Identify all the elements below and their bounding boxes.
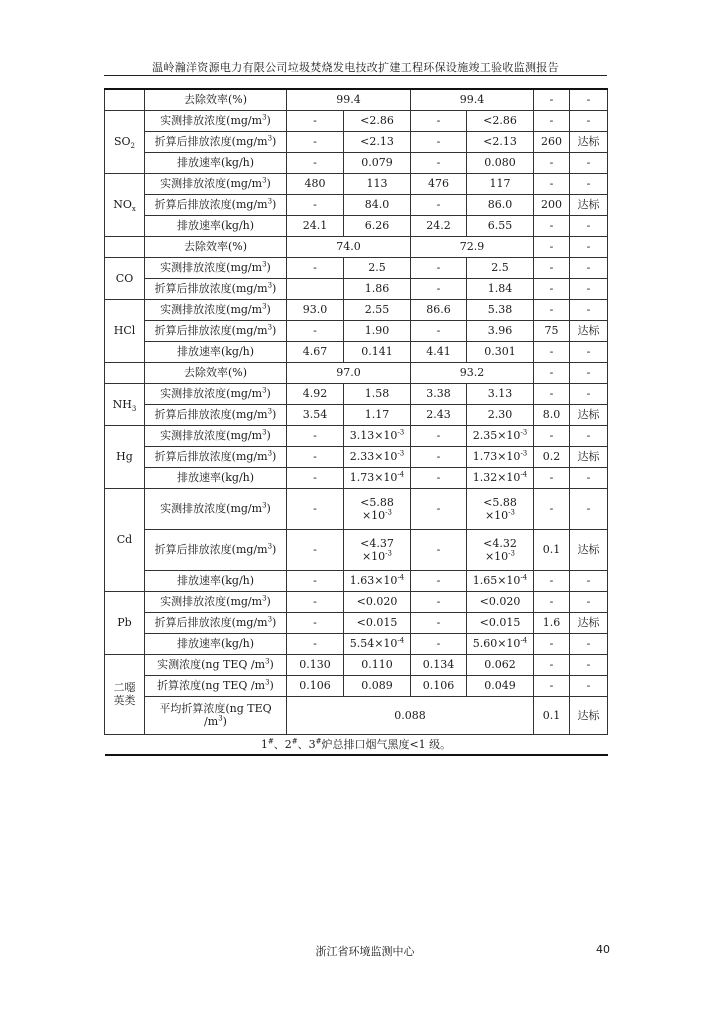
evaluation-cell: -: [570, 110, 608, 131]
table-row: [105, 488, 608, 529]
value-cell: -: [287, 320, 344, 341]
value-cell: $2.33\times 10^{-3}$: [344, 446, 411, 467]
value-cell: 3.38: [411, 383, 467, 404]
standard-cell: -: [534, 383, 570, 404]
standard-cell: -: [534, 570, 570, 591]
value-cell: 6.26: [344, 215, 411, 236]
table-row: [105, 320, 608, 341]
pollutant-cell: [105, 362, 145, 383]
value-cell: 2.5: [467, 257, 534, 278]
table-row: [105, 425, 608, 446]
value-cell: -: [411, 446, 467, 467]
value-cell: 5.38: [467, 299, 534, 320]
value-cell: 2.55: [344, 299, 411, 320]
standard-cell: 75: [534, 320, 570, 341]
evaluation-cell: -: [570, 236, 608, 257]
value-cell: 0.130: [287, 654, 344, 675]
pollutant-cell: Hg: [105, 425, 145, 488]
standard-cell: -: [534, 89, 570, 110]
standard-cell: -: [534, 425, 570, 446]
value-cell: $5.60\times 10^{-4}$: [467, 633, 534, 654]
evaluation-cell: -: [570, 570, 608, 591]
value-cell: <0.020: [344, 591, 411, 612]
evaluation-cell: -: [570, 215, 608, 236]
evaluation-cell: 达标: [570, 446, 608, 467]
value-cell: <4.32 $\times 10^{-3}$: [467, 529, 534, 570]
evaluation-cell: -: [570, 257, 608, 278]
value-cell: 97.0: [287, 362, 411, 383]
value-cell: -: [411, 152, 467, 173]
value-cell: 1.86: [344, 278, 411, 299]
param-cell: 实测排放浓度$(mg/m^3)$: [145, 173, 287, 194]
table-row: [105, 383, 608, 404]
value-cell: 3.54: [287, 404, 344, 425]
pollutant-cell: $SO_2$: [105, 110, 145, 173]
value-cell: -: [411, 425, 467, 446]
standard-cell: -: [534, 110, 570, 131]
value-cell: -: [287, 612, 344, 633]
pollutant-cell: $NO_x$: [105, 173, 145, 236]
table-row: [105, 612, 608, 633]
standard-cell: -: [534, 299, 570, 320]
evaluation-cell: -: [570, 299, 608, 320]
standard-cell: -: [534, 173, 570, 194]
evaluation-cell: -: [570, 341, 608, 362]
table-row: [105, 734, 608, 755]
table-row: [105, 696, 608, 734]
standard-cell: 8.0: [534, 404, 570, 425]
value-cell: [287, 278, 344, 299]
param-cell: 实测排放浓度$(mg/m^3)$: [145, 425, 287, 446]
value-cell: 480: [287, 173, 344, 194]
evaluation-cell: 达标: [570, 529, 608, 570]
value-cell: -: [287, 467, 344, 488]
value-cell: 1.58: [344, 383, 411, 404]
value-cell: -: [287, 529, 344, 570]
value-cell: 1.90: [344, 320, 411, 341]
value-cell: 0.080: [467, 152, 534, 173]
value-cell: 3.13: [467, 383, 534, 404]
param-cell: 折算后排放浓度$(mg/m^3)$: [145, 194, 287, 215]
pollutant-cell: [105, 89, 145, 110]
param-cell: 实测排放浓度$(mg/m^3)$: [145, 299, 287, 320]
value-cell: 93.2: [411, 362, 534, 383]
value-cell: $1.73\times 10^{-4}$: [344, 467, 411, 488]
header-rule: [104, 75, 607, 77]
pollutant-cell: CO: [105, 257, 145, 299]
value-cell: -: [287, 591, 344, 612]
table-row: [105, 591, 608, 612]
param-cell: 排放速率(kg/h): [145, 633, 287, 654]
param-cell: 折算后排放浓度$(mg/m^3)$: [145, 131, 287, 152]
table-footnote: 1#、2#、3#炉总排口烟气黑度<1 级。: [105, 734, 608, 755]
value-cell: <2.86: [467, 110, 534, 131]
value-cell: $3.13\times 10^{-3}$: [344, 425, 411, 446]
value-cell: 72.9: [411, 236, 534, 257]
value-cell: -: [411, 320, 467, 341]
standard-cell: 0.1: [534, 696, 570, 734]
standard-cell: -: [534, 675, 570, 696]
table-row: [105, 633, 608, 654]
footer-organization: 浙江省环境监测中心: [315, 945, 415, 958]
evaluation-cell: -: [570, 425, 608, 446]
value-cell: -: [287, 488, 344, 529]
standard-cell: -: [534, 215, 570, 236]
value-cell: 6.55: [467, 215, 534, 236]
value-cell: -: [411, 529, 467, 570]
param-cell: 实测排放浓度$(mg/m^3)$: [145, 110, 287, 131]
monitoring-results-table: [104, 88, 608, 756]
value-cell: 4.67: [287, 341, 344, 362]
value-cell: <2.13: [467, 131, 534, 152]
standard-cell: -: [534, 488, 570, 529]
evaluation-cell: 达标: [570, 320, 608, 341]
evaluation-cell: -: [570, 488, 608, 529]
value-cell: -: [287, 570, 344, 591]
table-row: [105, 570, 608, 591]
value-cell: <0.020: [467, 591, 534, 612]
value-cell: <4.37 $\times 10^{-3}$: [344, 529, 411, 570]
value-cell: -: [411, 278, 467, 299]
param-cell: 折算后排放浓度$(mg/m^3)$: [145, 529, 287, 570]
value-cell: 0.062: [467, 654, 534, 675]
evaluation-cell: -: [570, 467, 608, 488]
standard-cell: 0.1: [534, 529, 570, 570]
param-cell: 折算后排放浓度$(mg/m^3)$: [145, 612, 287, 633]
standard-cell: -: [534, 362, 570, 383]
value-cell: 1.17: [344, 404, 411, 425]
value-cell: 0.301: [467, 341, 534, 362]
evaluation-cell: -: [570, 278, 608, 299]
param-cell: 实测排放浓度$(mg/m^3)$: [145, 591, 287, 612]
value-cell: 0.089: [344, 675, 411, 696]
value-cell: -: [287, 257, 344, 278]
value-cell: 0.110: [344, 654, 411, 675]
value-cell: -: [411, 257, 467, 278]
value-cell: 1.84: [467, 278, 534, 299]
value-cell: -: [411, 467, 467, 488]
value-cell: $5.54\times 10^{-4}$: [344, 633, 411, 654]
value-cell: <5.88 $\times 10^{-3}$: [344, 488, 411, 529]
evaluation-cell: -: [570, 362, 608, 383]
table-row: [105, 257, 608, 278]
standard-cell: -: [534, 341, 570, 362]
standard-cell: 1.6: [534, 612, 570, 633]
value-cell: <0.015: [344, 612, 411, 633]
standard-cell: -: [534, 236, 570, 257]
param-cell: 去除效率(%): [145, 89, 287, 110]
value-cell: 24.2: [411, 215, 467, 236]
param-cell: 实测浓度(ng TEQ $/m^3$): [145, 654, 287, 675]
value-cell: <0.015: [467, 612, 534, 633]
table-row: [105, 152, 608, 173]
standard-cell: -: [534, 467, 570, 488]
evaluation-cell: -: [570, 152, 608, 173]
value-cell: $1.65\times 10^{-4}$: [467, 570, 534, 591]
pollutant-cell: HCl: [105, 299, 145, 362]
value-cell: 99.4: [411, 89, 534, 110]
value-cell: -: [411, 194, 467, 215]
table-row: [105, 89, 608, 110]
pollutant-cell: 二噁 英类: [105, 654, 145, 734]
evaluation-cell: 达标: [570, 194, 608, 215]
value-cell: 0.106: [411, 675, 467, 696]
value-cell: -: [411, 591, 467, 612]
standard-cell: -: [534, 654, 570, 675]
value-cell: 93.0: [287, 299, 344, 320]
param-cell: 去除效率(%): [145, 236, 287, 257]
value-cell: -: [411, 570, 467, 591]
standard-cell: -: [534, 278, 570, 299]
param-cell: 实测排放浓度$(mg/m^3)$: [145, 488, 287, 529]
param-cell: 排放速率(kg/h): [145, 215, 287, 236]
table-row: [105, 341, 608, 362]
value-cell: 4.92: [287, 383, 344, 404]
table-row: [105, 404, 608, 425]
value-cell: -: [287, 446, 344, 467]
pollutant-cell: Cd: [105, 488, 145, 591]
param-cell: 折算后排放浓度$(mg/m^3)$: [145, 446, 287, 467]
value-cell: -: [411, 131, 467, 152]
param-cell: 折算后排放浓度$(mg/m^3)$: [145, 404, 287, 425]
value-cell: -: [287, 194, 344, 215]
value-cell: 2.5: [344, 257, 411, 278]
value-cell: 3.96: [467, 320, 534, 341]
table-row: [105, 362, 608, 383]
param-cell: 折算浓度(ng TEQ $/m^3$): [145, 675, 287, 696]
evaluation-cell: 达标: [570, 612, 608, 633]
value-cell: -: [287, 425, 344, 446]
evaluation-cell: -: [570, 89, 608, 110]
evaluation-cell: -: [570, 654, 608, 675]
standard-cell: -: [534, 633, 570, 654]
evaluation-cell: 达标: [570, 696, 608, 734]
param-cell: 排放速率(kg/h): [145, 341, 287, 362]
value-cell: <2.13: [344, 131, 411, 152]
table-row: [105, 675, 608, 696]
standard-cell: -: [534, 152, 570, 173]
standard-cell: 260: [534, 131, 570, 152]
evaluation-cell: -: [570, 591, 608, 612]
evaluation-cell: 达标: [570, 131, 608, 152]
standard-cell: -: [534, 591, 570, 612]
table-row: [105, 215, 608, 236]
value-cell: 117: [467, 173, 534, 194]
table-row: [105, 467, 608, 488]
param-cell: 实测排放浓度$(mg/m^3)$: [145, 257, 287, 278]
table-row: [105, 529, 608, 570]
table-row: [105, 278, 608, 299]
evaluation-cell: -: [570, 675, 608, 696]
value-cell: $1.73\times 10^{-3}$: [467, 446, 534, 467]
value-cell: $1.63\times 10^{-4}$: [344, 570, 411, 591]
table-row: [105, 654, 608, 675]
param-cell: 折算后排放浓度$(mg/m^3)$: [145, 278, 287, 299]
param-cell: 排放速率(kg/h): [145, 467, 287, 488]
value-cell: 24.1: [287, 215, 344, 236]
param-cell: 排放速率(kg/h): [145, 570, 287, 591]
value-cell: -: [411, 633, 467, 654]
value-cell: 74.0: [287, 236, 411, 257]
param-cell: 折算后排放浓度$(mg/m^3)$: [145, 320, 287, 341]
value-cell: -: [287, 131, 344, 152]
table-row: [105, 173, 608, 194]
value-cell: <2.86: [344, 110, 411, 131]
table-row: [105, 194, 608, 215]
standard-cell: 200: [534, 194, 570, 215]
standard-cell: 0.2: [534, 446, 570, 467]
table-row: [105, 299, 608, 320]
value-cell: -: [411, 110, 467, 131]
table-row: [105, 131, 608, 152]
value-cell: 2.30: [467, 404, 534, 425]
value-cell: 0.049: [467, 675, 534, 696]
value-cell: 99.4: [287, 89, 411, 110]
value-cell: 0.141: [344, 341, 411, 362]
page-header-title: 温岭瀚洋资源电力有限公司垃圾焚烧发电技改扩建工程环保设施竣工验收监测报告: [152, 61, 559, 74]
param-cell: 排放速率(kg/h): [145, 152, 287, 173]
evaluation-cell: -: [570, 383, 608, 404]
value-cell: -: [287, 633, 344, 654]
param-cell: 去除效率(%): [145, 362, 287, 383]
evaluation-cell: -: [570, 633, 608, 654]
value-cell: 113: [344, 173, 411, 194]
table-row: [105, 236, 608, 257]
value-cell: 0.134: [411, 654, 467, 675]
value-cell: 86.0: [467, 194, 534, 215]
param-cell: 实测排放浓度$(mg/m^3)$: [145, 383, 287, 404]
value-cell: $1.32\times 10^{-4}$: [467, 467, 534, 488]
value-cell: 86.6: [411, 299, 467, 320]
pollutant-cell: [105, 236, 145, 257]
value-cell: <5.88 $\times 10^{-3}$: [467, 488, 534, 529]
value-cell: -: [287, 152, 344, 173]
value-cell: $2.35\times 10^{-3}$: [467, 425, 534, 446]
value-cell: 476: [411, 173, 467, 194]
value-cell: -: [411, 612, 467, 633]
pollutant-cell: $NH_3$: [105, 383, 145, 425]
evaluation-cell: -: [570, 173, 608, 194]
table-row: [105, 110, 608, 131]
pollutant-cell: Pb: [105, 591, 145, 654]
value-cell: -: [287, 110, 344, 131]
value-cell: 4.41: [411, 341, 467, 362]
evaluation-cell: 达标: [570, 404, 608, 425]
standard-cell: -: [534, 257, 570, 278]
value-cell: 0.106: [287, 675, 344, 696]
value-cell: 2.43: [411, 404, 467, 425]
value-cell: 0.088: [287, 696, 534, 734]
value-cell: 84.0: [344, 194, 411, 215]
table-row: [105, 446, 608, 467]
page-number: 40: [596, 943, 610, 956]
value-cell: -: [411, 488, 467, 529]
param-cell: 平均折算浓度(ng TEQ $/m^3$): [145, 696, 287, 734]
value-cell: 0.079: [344, 152, 411, 173]
